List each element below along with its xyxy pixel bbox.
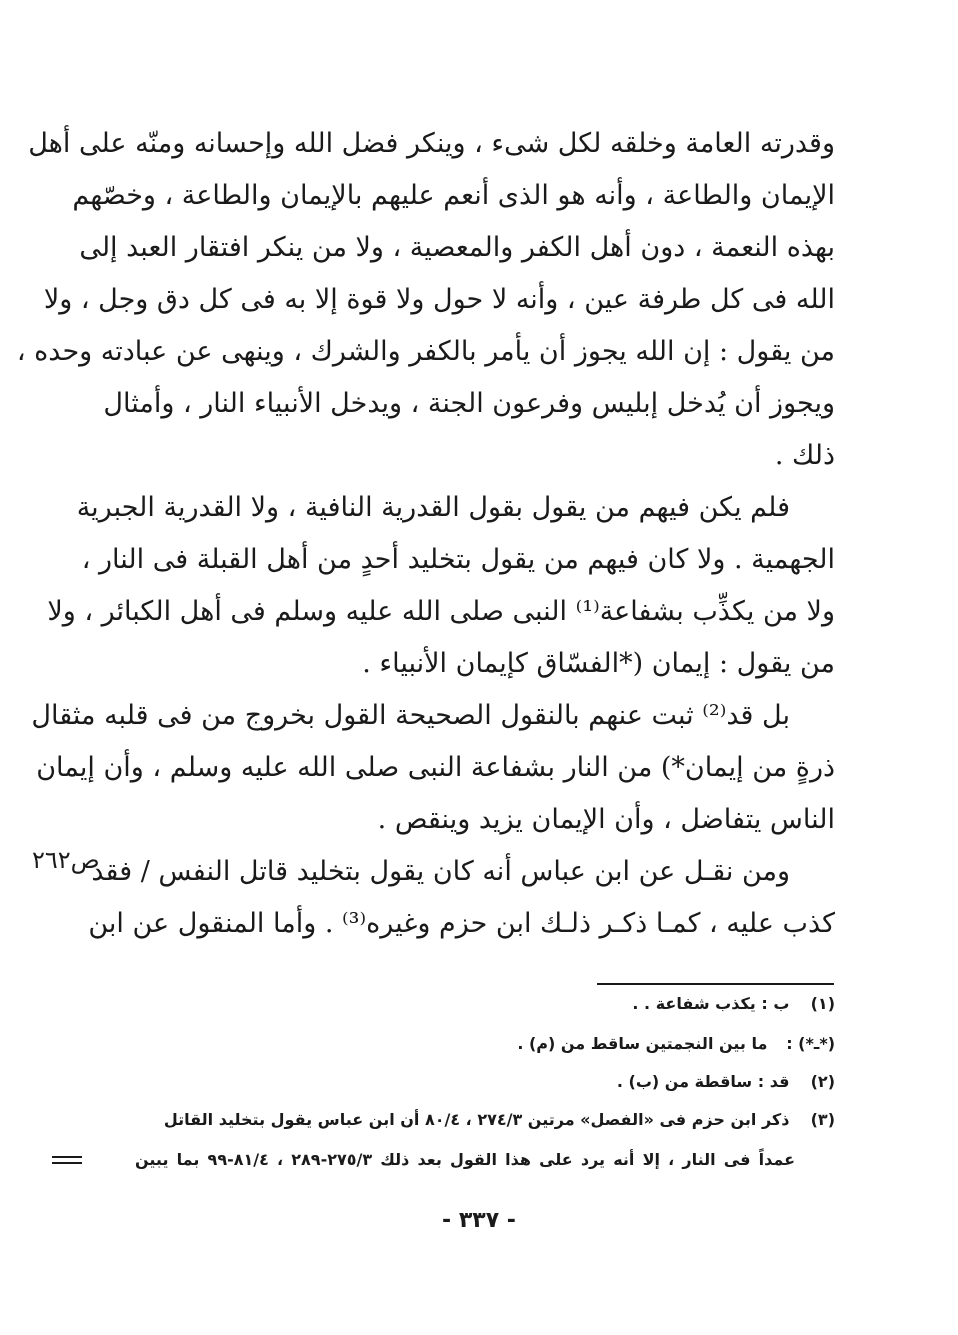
body-line: كذب عليه ، كمـا ذكـر ذلـك ابن حزم وغيره⁽³⁾ . وأما المنقول عن ابن: [88, 908, 835, 939]
footnote-number: (٣): [810, 1110, 835, 1129]
footnote: [135, 1106, 835, 1134]
footnote-number: (١): [810, 994, 835, 1013]
body-line: الله فى كل طرفة عين ، وأنه لا حول ولا قوة إلا به فى كل دق وجل ، ولا: [43, 284, 835, 315]
body-line: ويجوز أن يُدخل إبليس وفرعون الجنة ، ويدخل الأنبياء النار ، وأمثال: [103, 388, 835, 419]
footnote-text: ذكر ابن حزم فى «الفصل» مرتين ٢٧٤/٣ ، ٨٠/٤ أن ابن عباس يقول بتخليد القاتل: [163, 1110, 790, 1129]
margin-page-reference: ص٢٦٢: [32, 846, 100, 874]
footnote: [135, 1068, 835, 1096]
body-line: بل قد⁽²⁾ ثبت عنهم بالنقول الصحيحة القول بخروج من فى قلبه مثقال: [31, 700, 790, 731]
footnote-number: (٢): [810, 1072, 835, 1091]
footnote-text: قد : ساقطة من (ب) .: [616, 1072, 790, 1091]
body-line: فلم يكن فيهم من يقول بقول القدرية النافية ، ولا القدرية الجبرية: [76, 492, 790, 523]
body-line: ذرةٍ من إيمان*) من النار بشفاعة النبى صلى الله عليه وسلم ، وأن إيمان: [36, 752, 835, 783]
footnote-divider: [597, 983, 834, 985]
footnote: [135, 990, 835, 1018]
page-number: - ٣٣٧ -: [442, 1208, 516, 1233]
body-line: من يقول : إن الله يجوز أن يأمر بالكفر والشرك ، وينهى عن عبادته وحده ،: [16, 336, 835, 367]
continuation-mark: [52, 1156, 82, 1168]
body-line: ومن نقـل عن ابن عباس أنه كان يقول بتخليد قاتل النفس / فقد: [91, 856, 790, 887]
body-line: ذلك .: [774, 440, 835, 471]
body-line: بهذه النعمة ، دون أهل الكفر والمعصية ، ولا من ينكر افتقار العبد إلى: [79, 232, 835, 263]
body-line: الناس يتفاضل ، وأن الإيمان يزيد وينقص .: [377, 804, 835, 835]
footnote-continuation: عمداً فى النار ، إلا أنه يرد على هذا القول بعد ذلك ٢٧٥/٣-٢٨٩ ، ٨١/٤-٩٩ بما يبين: [135, 1150, 795, 1169]
footnote-number: (*ـ*) :: [786, 1034, 835, 1053]
body-line: وقدرته العامة وخلقه لكل شىء ، وينكر فضل الله وإحسانه ومنّه على أهل: [28, 128, 835, 159]
body-line: الإيمان والطاعة ، وأنه هو الذى أنعم عليهم بالإيمان والطاعة ، وخصّهم: [72, 180, 835, 211]
body-line: الجهمية . ولا كان فيهم من يقول بتخليد أحدٍ من أهل القبلة فى النار ،: [81, 544, 835, 575]
footnote-text: ما بين النجمتين ساقط من (م) .: [517, 1034, 768, 1053]
body-line: من يقول : إيمان (*الفسّاق كإيمان الأنبياء .: [362, 648, 835, 679]
footnote: [135, 1030, 835, 1058]
footnote-text: ب : يكذب شفاعة . .: [632, 994, 790, 1013]
body-line: ولا من يكذِّب بشفاعة⁽¹⁾ النبى صلى الله عليه وسلم فى أهل الكبائر ، ولا: [47, 596, 835, 627]
